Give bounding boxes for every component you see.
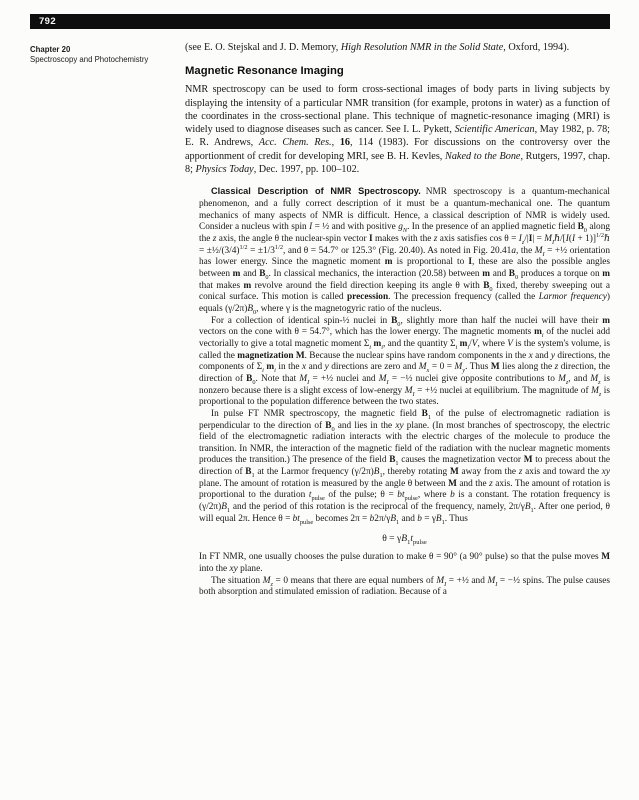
- smallprint-classical-section: [199, 186, 610, 599]
- classical-runin-heading: Classical Description of NMR Spectroscopy.: [211, 186, 421, 197]
- classical-paragraph-4: In FT NMR, one usually chooses the pulse duration to make θ = 90° (a 90° pulse) so that the pulse moves M into the xy plane.: [199, 552, 610, 575]
- main-text-column: [185, 41, 610, 599]
- mri-paragraph: NMR spectroscopy can be used to form cross-sectional images of body parts in living subjects by displaying the intensity of a particular NMR transition (for example, protons in water) as a function of the coordinates in the cross-sectional plane. This technique of magnetic-resonance imaging (MRI) is widely used to diagnose diseases such as cancer. See I. L. Pykett, Scientific American, May 1982, p. 78; E. R. Andrews, Acc. Chem. Res., 16, 114 (1983). For discussions on the controversy over the apportionment of credit for developing MRI, see B. H. Kevles, Naked to the Bone, Rutgers, 1997, chap. 8; Physics Today, Dec. 1997, pp. 100–102.: [185, 84, 611, 176]
- classical-paragraph-3: In pulse FT NMR spectroscopy, the magnetic field $B_1$ of the pulse of electromagnetic radiation is perpendicular to the direction of $B_0$ and lies in the xy plane. (In most branches of spectroscopy, the electric field of the electromagnetic radiation interacts with the electric charges of the molecule to produce the transition. In NMR, the interaction of the magnetic field of the radiation with the nuclear magnetic moments produces the transition.) The presence of the field $B_1$ causes the magnetization vector M to precess about the direction of $B_1$ at the Larmor frequency $(\gamma/2\pi)B_1$, thereby rotating M away from the z axis and toward the xy plane. The amount of rotation is measured by the angle θ between M and the z axis. The amount of rotation is proportional to the duration $t_{pulse}$ of the pulse; $\theta = bt_{pulse}$, where b is a constant. The rotation frequency is $(\gamma/2\pi)B_1$ and the period of this rotation is the reciprocal of the frequency, namely, $2\pi/\gamma B_1$. After one period, θ will equal 2π. Hence $\theta = bt_{pulse}$ becomes $2\pi = b2\pi/\gamma B_1$ and $b = \gamma B_1$. Thus: [199, 408, 611, 526]
- page-header-bar: [30, 14, 610, 29]
- classical-paragraph-1: [199, 186, 610, 315]
- continuation-paragraph: (see E. O. Stejskal and J. D. Memory, High Resolution NMR in the Solid State, Oxford, 1994).: [185, 42, 570, 53]
- chapter-title: Spectroscopy and Photochemistry: [30, 54, 149, 64]
- chapter-label: Chapter 20: [30, 45, 71, 54]
- pulse-angle-equation: $\theta = \gamma B_1t_{pulse}$: [382, 533, 427, 547]
- section-heading-magnetic-resonance-imaging: Magnetic Resonance Imaging: [185, 65, 344, 78]
- classical-paragraph-5: The situation $M_z = 0$ means that there are equal numbers of $M_I$ = +½ and $M_I$ = −½ spins. The pulse causes both absorption and stimulated emission of radiation. Because of a: [199, 575, 610, 598]
- margin-column: [30, 45, 178, 64]
- classical-paragraph-2: For a collection of identical spin-½ nuclei in $B_0$, slightly more than half the nuclei will have their m vectors on the cone with θ = 54.7°, which has the lower energy. The magnetic moments $m_i$ of the nuclei add vectorially to give a total magnetic moment $\Sigma_i$ $m_i$, and the quantity $\Sigma_i$ $m_i/V$, where V is the system's volume, is called the magnetization M. Because the nuclear spins have random components in the x and y directions, the components of $\Sigma_i$ $m_i$ in the x and y directions are zero and $M_x = 0 = M_y$. Thus M lies along the z direction, the direction of $B_0$. Note that $M_I$ = +½ nuclei and $M_I$ = −½ nuclei give opposite contributions to $M_z$, and $M_z$ is nonzero because there is a slight excess of low-energy $M_I$ = +½ nuclei at equilibrium. The magnitude of $M_z$ is proportional to the population difference between the two states.: [199, 315, 611, 408]
- classical-paragraph-1-text: NMR spectroscopy is a quantum-mechanical phenomenon, and a fully correct description of it must be a quantum-mechanical one. The quantum mechanics of many aspects of NMR is difficult. Hence, a classical description of NMR is widely used. Consider a nucleus with spin I = ½ and with positive $g_N$. In the presence of an applied magnetic field $B_0$ along the z axis, the angle θ the nuclear-spin vector I makes with the z axis satisfies $\cos \theta = I_z/|I|$ = $M_I\hbar/[I(I$ + 1)]$^{1/2}$ℏ = $\pm\frac{1}{2}/(3/4)^{1/2} = \pm 1/3^{1/2}$, and θ = 54.7° or 125.3° (Fig. 20.40). As noted in Fig. 20.41a, the $M_I$ = +½ orientation has lower energy. Since the magnetic moment m is proportional to I, these are also the possible angles between m and $B_0$. In classical mechanics, the interaction (20.58) between m and $B_0$ produces a torque on m that makes m revolve around the field direction keeping its angle θ with $B_0$ fixed, thereby sweeping out a conical surface. This motion is called precession. The precession frequency (called the Larmor frequency) equals $(\gamma/2\pi)B_0$, where γ is the magnetogyric ratio of the nucleus.: [199, 187, 611, 316]
- page-number: 792: [39, 16, 57, 27]
